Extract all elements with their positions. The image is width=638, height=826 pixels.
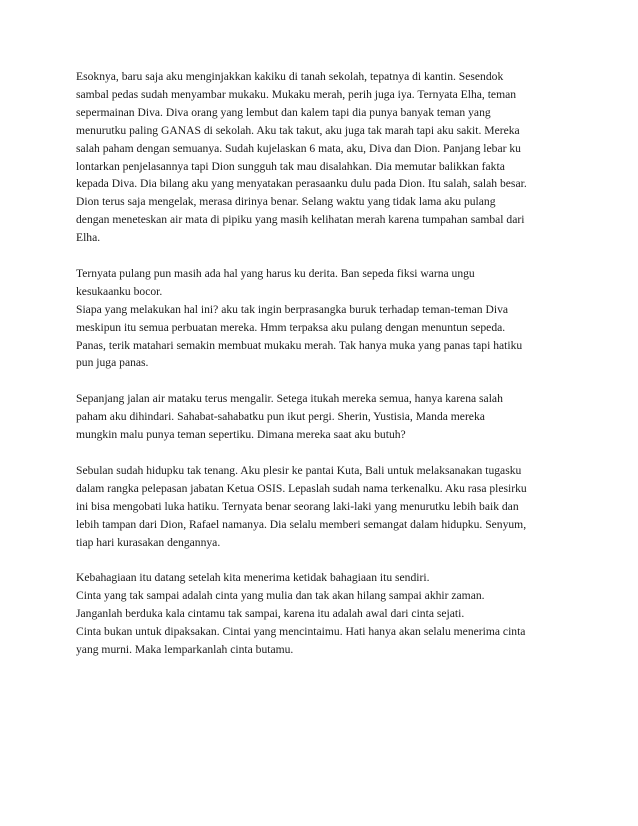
text-line: Kebahagiaan itu datang setelah kita menerima ketidak bahagiaan itu sendiri.	[76, 571, 430, 585]
text-line: Siapa yang melakukan hal ini? aku tak ingin berprasangka buruk terhadap teman-teman Diva	[76, 302, 509, 316]
text-line: sepermainan Diva. Diva orang yang lembut dan kalem tapi dia punya banyak teman yang	[76, 105, 491, 119]
text-line: tiap hari kurasakan dengannya.	[76, 535, 221, 549]
text-line: Janganlah berduka kala cintamu tak sampai, karena itu adalah awal dari cinta sejati.	[76, 607, 465, 621]
text-line: Dion terus saja mengelak, merasa dirinya benar. Selang waktu yang tidak lama aku pulang	[76, 195, 496, 209]
text-line: Sepanjang jalan air mataku terus mengalir. Setega itukah mereka semua, hanya karena salah	[76, 392, 503, 406]
text-line: Cinta yang tak sampai adalah cinta yang mulia dan tak akan hilang sampai akhir zaman.	[76, 589, 485, 603]
text-line: dalam rangka pelepasan jabatan Ketua OSIS. Lepaslah sudah nama terkenalku. Aku rasa plesirku	[76, 481, 527, 495]
text-line: yang murni. Maka lemparkanlah cinta butamu.	[76, 642, 294, 656]
text-line: Elha.	[76, 231, 101, 245]
text-line: salah paham dengan semuanya. Sudah kujelaskan 6 mata, aku, Diva dan Dion. Panjang lebar ku	[76, 141, 521, 155]
paragraph-4	[76, 462, 566, 552]
text-line: dengan meneteskan air mata di pipiku yang masih kelihatan merah karena tumpahan sambal dari	[76, 213, 525, 227]
text-line: sambal pedas sudah menyambar mukaku. Mukaku merah, perih juga iya. Ternyata Elha, teman	[76, 87, 517, 101]
text-line: lontarkan penjelasannya tapi Dion sungguh tak mau disalahkan. Dia memutar balikkan fakta	[76, 159, 505, 173]
text-line: lebih tampan dari Dion, Rafael namanya. Dia selalu memberi semangat dalam hidupku. Senyum,	[76, 517, 527, 531]
paragraph-5	[76, 569, 566, 659]
text-line: meskipun itu semua perbuatan mereka. Hmm terpaksa aku pulang dengan menuntun sepeda.	[76, 320, 506, 334]
text-line: pun juga panas.	[76, 356, 149, 370]
text-line: paham aku dihindari. Sahabat-sahabatku pun ikut pergi. Sherin, Yustisia, Manda mereka	[76, 410, 485, 424]
text-line: menurutku paling GANAS di sekolah. Aku tak takut, aku juga tak marah tapi aku sakit. Mereka	[76, 123, 520, 137]
text-line: Sebulan sudah hidupku tak tenang. Aku plesir ke pantai Kuta, Bali untuk melaksanakan tugasku	[76, 463, 522, 477]
text-line: kesukaanku bocor.	[76, 284, 163, 298]
paragraph-1	[76, 68, 566, 247]
text-line: ini bisa mengobati luka hatiku. Ternyata benar seorang laki-laki yang menurutku lebih baik dan	[76, 499, 519, 513]
text-line: mungkin malu punya teman sepertiku. Dimana mereka saat aku butuh?	[76, 428, 406, 442]
text-line: Ternyata pulang pun masih ada hal yang harus ku derita. Ban sepeda fiksi warna ungu	[76, 266, 475, 280]
text-line: Esoknya, baru saja aku menginjakkan kakiku di tanah sekolah, tepatnya di kantin. Sesendok	[76, 70, 504, 83]
text-line: Cinta bukan untuk dipaksakan. Cintai yang mencintaimu. Hati hanya akan selalu menerima cinta	[76, 625, 526, 639]
paragraph-2	[76, 265, 566, 372]
document-body	[76, 68, 566, 677]
text-line: Panas, terik matahari semakin membuat mukaku merah. Tak hanya muka yang panas tapi hatiku	[76, 338, 523, 352]
paragraph-3	[76, 390, 566, 444]
text-line: kepada Diva. Dia bilang aku yang menyatakan perasaanku dulu pada Dion. Itu salah, salah besar.	[76, 177, 527, 191]
